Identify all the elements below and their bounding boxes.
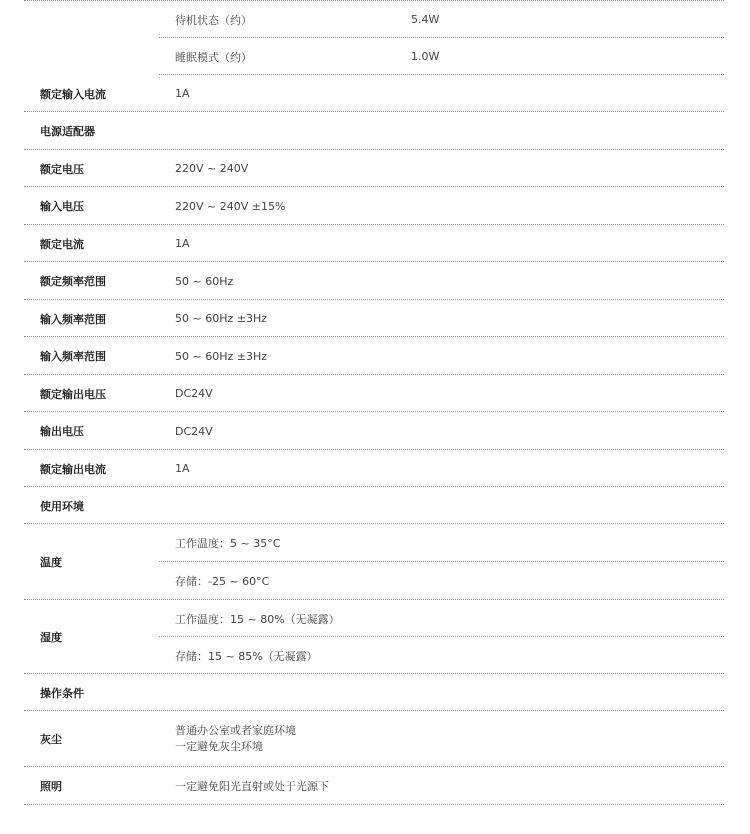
spec-value: 50 ~ 60Hz ±3Hz <box>175 312 268 325</box>
section-heading: 电源适配器 <box>40 125 95 138</box>
dust-line-2: 一定避免灰尘环境 <box>175 740 263 753</box>
spec-row <box>24 337 724 375</box>
spec-value: 工作温度：15 ~ 80%（无凝露） <box>175 612 340 626</box>
spec-subrow <box>159 600 724 637</box>
spec-label: 输入频率范围 <box>40 350 106 363</box>
spec-label: 照明 <box>40 780 62 793</box>
spec-row-lighting <box>24 767 724 805</box>
power-state-value: 1.0W <box>411 50 440 63</box>
spec-value: 220V ~ 240V <box>175 162 249 175</box>
spec-group-temperature <box>24 524 724 600</box>
spec-row <box>24 262 724 300</box>
dust-line-1: 普通办公室或者家庭环境 <box>175 724 296 737</box>
spec-value: 1A <box>175 237 190 250</box>
section-heading-operating-conditions <box>24 674 724 711</box>
spec-group-humidity <box>24 600 724 674</box>
spec-row <box>24 412 724 450</box>
spec-label: 额定电压 <box>40 162 84 176</box>
spec-row <box>24 300 724 337</box>
section-heading-power-adapter <box>24 112 724 150</box>
spec-subrow <box>159 562 724 600</box>
spec-value: 1A <box>175 87 190 100</box>
spec-row <box>24 150 724 187</box>
power-state-label: 睡眠模式（约） <box>175 50 252 64</box>
spec-label: 额定输出电压 <box>40 387 106 401</box>
spec-value: 50 ~ 60Hz <box>175 274 234 288</box>
spec-value: 一定避免阳光直射或处于光源下 <box>175 780 329 793</box>
spec-row <box>24 375 724 412</box>
section-heading-environment <box>24 487 724 524</box>
spec-value: 存储：15 ~ 85%（无凝露） <box>175 649 318 663</box>
power-state-row <box>24 38 724 75</box>
spec-label: 额定频率范围 <box>40 275 106 288</box>
spec-label: 温度 <box>40 556 62 569</box>
spec-label: 额定输出电流 <box>40 462 106 476</box>
spec-value: DC24V <box>175 424 213 438</box>
spec-label: 灰尘 <box>40 733 62 746</box>
spec-row-dust <box>24 711 724 767</box>
spec-value: 工作温度：5 ~ 35°C <box>175 537 281 550</box>
power-state-label: 待机状态（约） <box>175 13 252 27</box>
spec-label: 湿度 <box>40 631 62 644</box>
spec-label: 输入电压 <box>40 200 84 213</box>
spec-label: 额定电流 <box>40 237 84 251</box>
spec-subrow <box>159 637 724 674</box>
section-heading: 使用环境 <box>40 499 84 513</box>
spec-row <box>24 225 724 262</box>
section-heading: 操作条件 <box>40 686 84 700</box>
spec-row <box>24 187 724 225</box>
spec-value: DC24V <box>175 387 213 400</box>
power-state-row <box>24 0 724 38</box>
spec-label: 输入频率范围 <box>40 312 106 326</box>
spec-row <box>24 450 724 487</box>
spec-value-multiline <box>175 711 296 767</box>
spec-label: 输出电压 <box>40 425 84 438</box>
spec-label: 额定输入电流 <box>40 87 106 101</box>
spec-row-rated-input-current <box>24 75 724 112</box>
spec-table <box>24 0 724 805</box>
spec-subrow <box>159 524 724 562</box>
spec-value: 50 ~ 60Hz ±3Hz <box>175 349 268 363</box>
spec-value: 220V ~ 240V ±15% <box>175 199 286 213</box>
spec-value: 存储：-25 ~ 60°C <box>175 575 270 588</box>
power-state-value: 5.4W <box>411 13 440 26</box>
spec-value: 1A <box>175 462 190 475</box>
